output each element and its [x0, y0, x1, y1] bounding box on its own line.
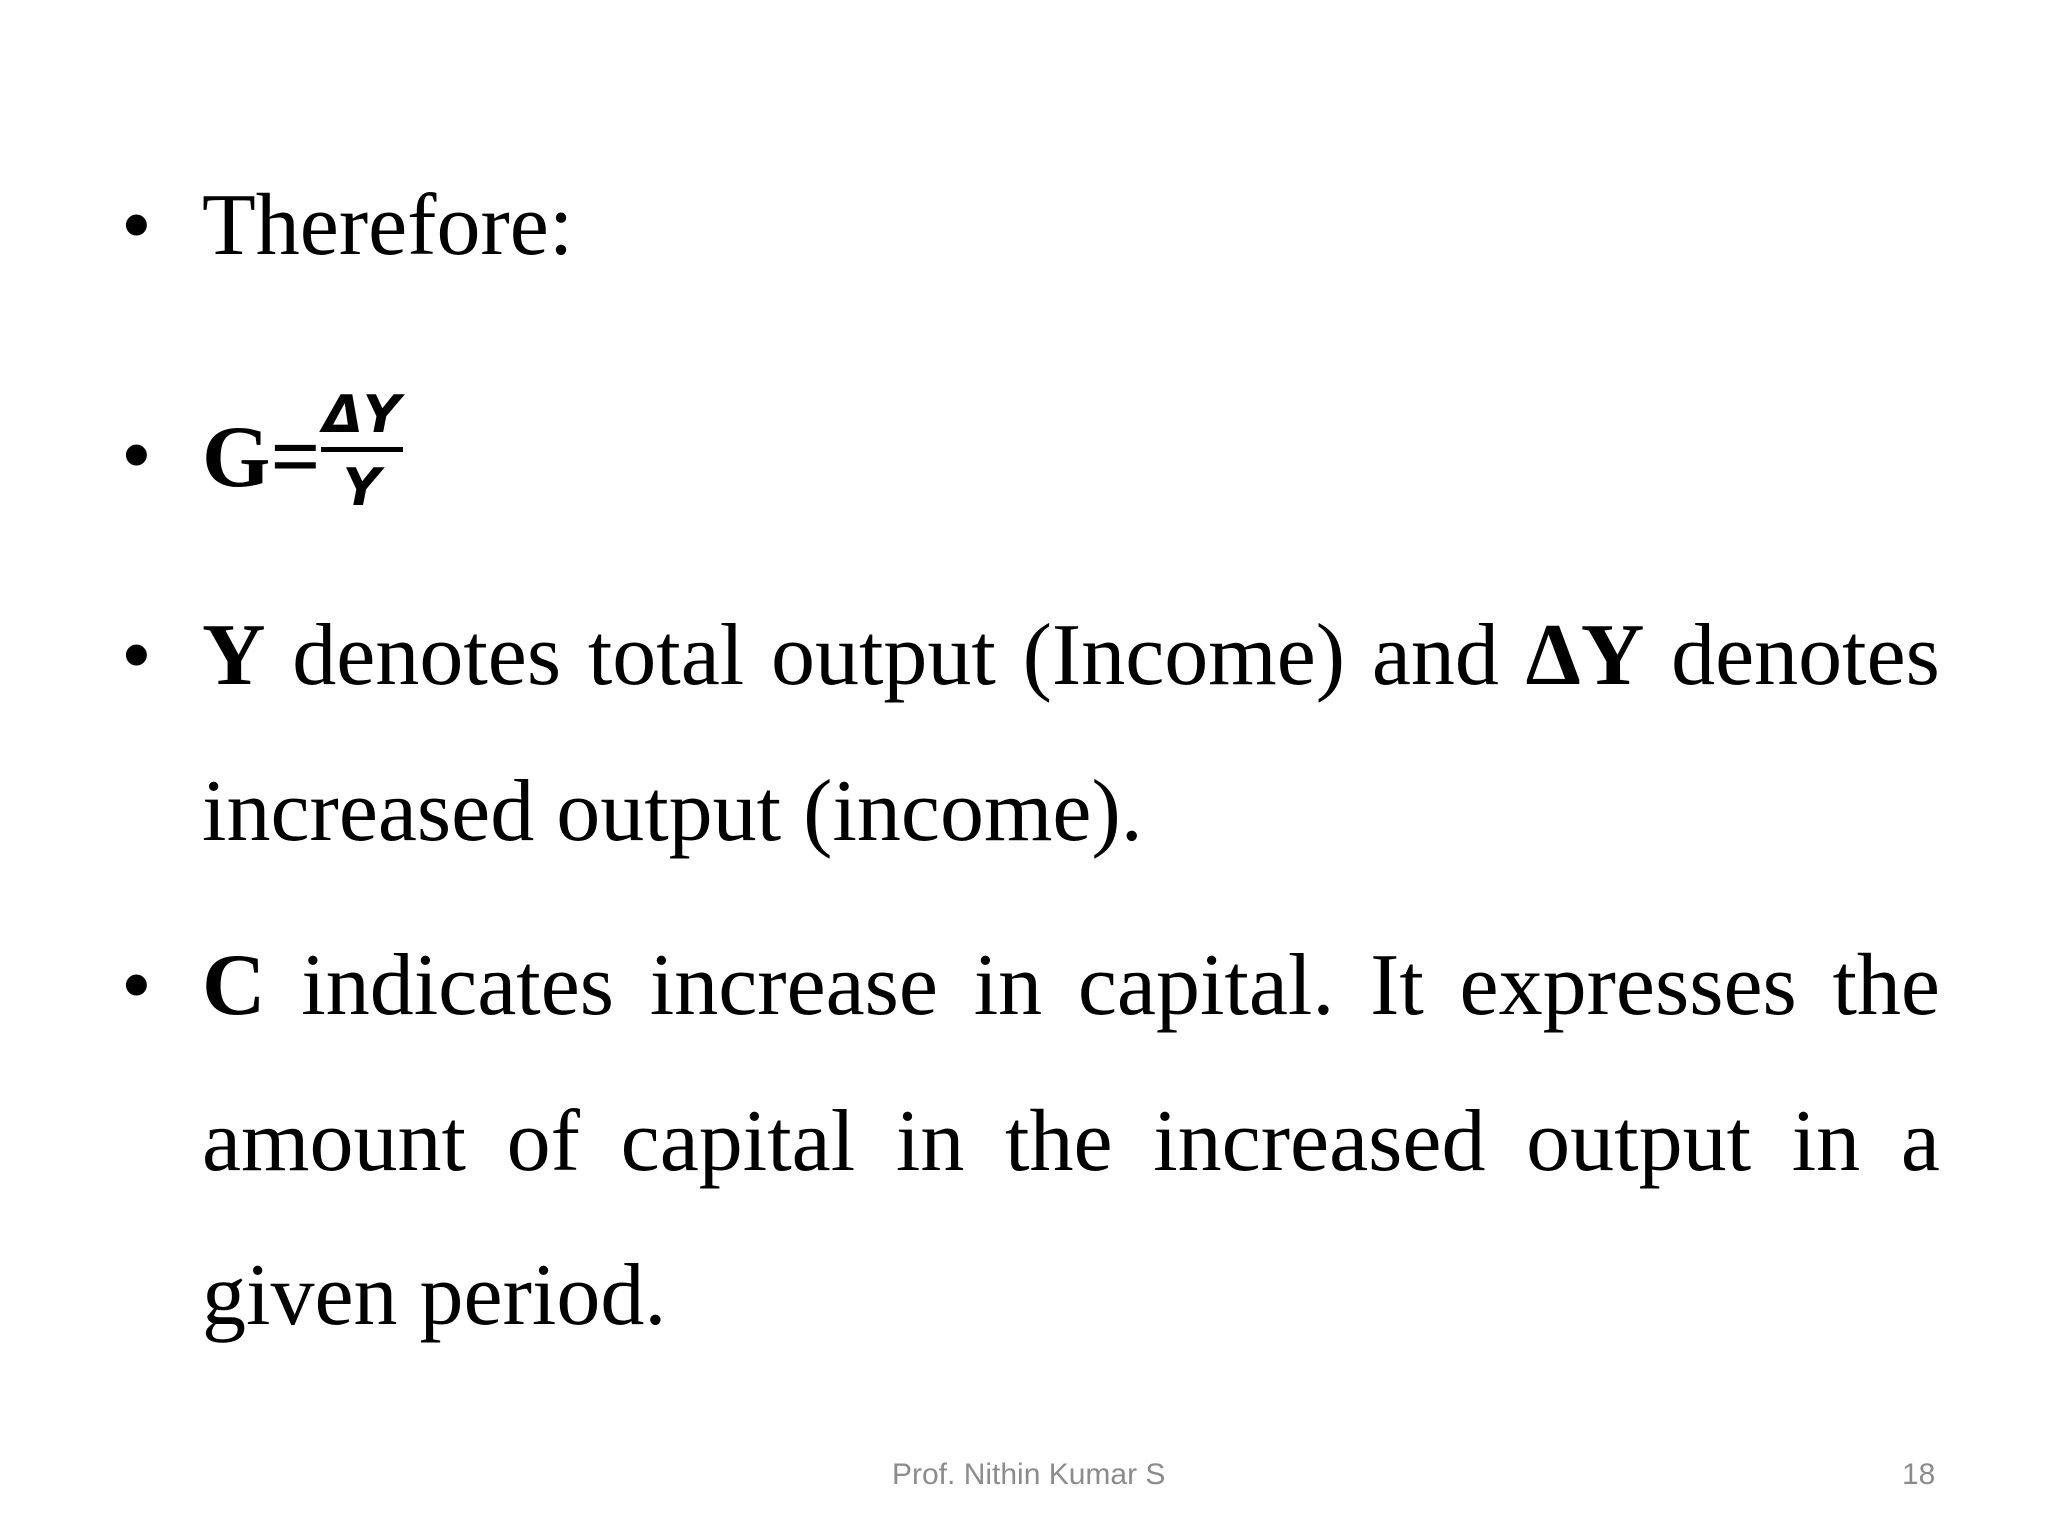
formula-fraction: [321, 384, 403, 518]
word: of: [506, 1093, 580, 1190]
word: ΔY: [1525, 607, 1645, 704]
word: capital.: [1077, 937, 1335, 1034]
word: output: [1526, 1093, 1752, 1190]
bullet-marker: •: [121, 407, 152, 504]
growth-formula: [202, 378, 403, 538]
word: total: [587, 607, 745, 704]
word: in: [895, 1093, 965, 1190]
fraction-bar: [321, 447, 403, 452]
word: the: [1005, 1093, 1113, 1190]
word: indicates: [301, 937, 615, 1034]
word: output: [770, 607, 996, 704]
bullet-therefore: Therefore:: [202, 177, 574, 274]
y-definition-line-2: increased output (income).: [202, 763, 1143, 860]
word: denotes: [292, 607, 562, 704]
word: a: [1900, 1093, 1940, 1190]
c-definition-line-3: given period.: [202, 1247, 667, 1344]
formula-numerator: ΔY: [322, 384, 401, 445]
word: in: [973, 937, 1043, 1034]
bullet-marker: •: [121, 607, 152, 704]
word: the: [1832, 937, 1940, 1034]
page-number: 18: [1902, 1458, 1936, 1491]
word: increase: [649, 937, 938, 1034]
formula-lhs: G=: [202, 409, 321, 506]
word: C: [202, 937, 266, 1034]
bullet-marker: •: [121, 937, 152, 1034]
bullet-marker: •: [121, 177, 152, 274]
word: (Income): [1022, 607, 1346, 704]
word: amount: [202, 1093, 466, 1190]
word: denotes: [1671, 607, 1940, 704]
word: in: [1791, 1093, 1861, 1190]
word: Y: [202, 607, 266, 704]
y-definition-line-1: [202, 607, 1940, 704]
c-definition-line-2: [202, 1093, 1940, 1190]
word: increased: [1153, 1093, 1486, 1190]
formula-denominator: Y: [342, 457, 381, 518]
word: expresses: [1459, 937, 1797, 1034]
word: capital: [620, 1093, 856, 1190]
footer-author: Prof. Nithin Kumar S: [892, 1458, 1166, 1491]
word: It: [1370, 937, 1424, 1034]
word: and: [1371, 607, 1499, 704]
c-definition-line-1: [202, 937, 1940, 1034]
